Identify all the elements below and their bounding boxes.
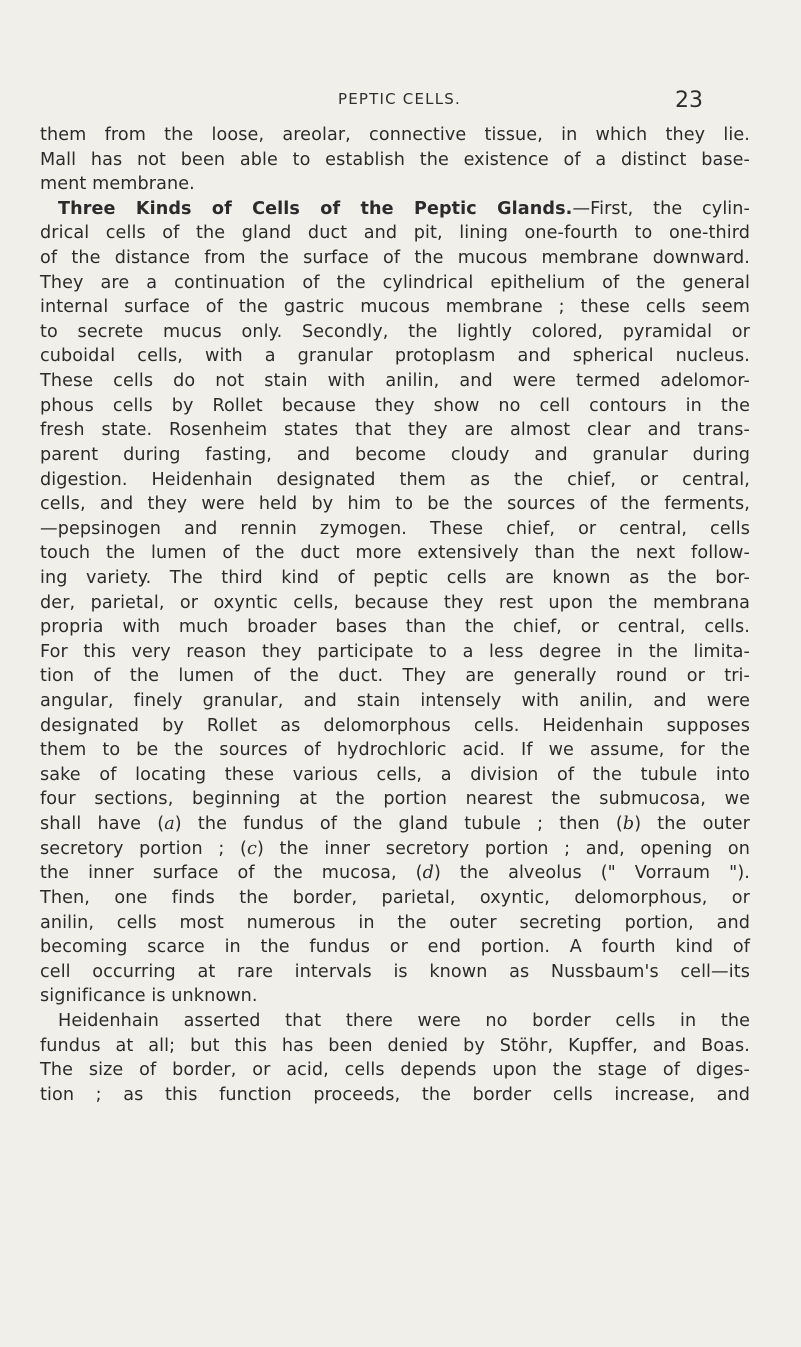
text-fragment: ) the alveolus (" Vorraum "). [434,863,750,884]
italic-letter: c [246,838,257,859]
text-line: cell occurring at rare intervals is known as Nussbaum's cell—its [40,961,750,982]
text-fragment: ) the outer [634,814,750,835]
text-line: parent during fasting, and become cloudy and granular during [40,444,750,465]
text-line: four sections, beginning at the portion nearest the submucosa, we [40,789,750,810]
text-line: to secrete mucus only. Secondly, the lightly colored, pyramidal or [40,321,750,342]
text-line: Heidenhain asserted that there were no border cells in the [58,1010,750,1031]
text-fragment: —First, the cylin- [572,198,750,219]
text-line: Then, one finds the border, parietal, oxyntic, delomorphous, or [40,887,750,908]
text-fragment: ) the fundus of the gland tubule ; then ( [174,814,623,835]
text-line: tion ; as this function proceeds, the border cells increase, and [40,1084,750,1105]
text-fragment: the inner surface of the mucosa, [40,863,397,884]
text-line [40,861,750,886]
text-line: phous cells by Rollet because they show no cell contours in the [40,395,750,416]
text-line [40,837,750,862]
text-line: angular, finely granular, and stain intensely with anilin, and were [40,691,750,712]
italic-letter: b [622,814,635,835]
text-fragment: secretory portion ; ( [40,838,247,859]
text-line: fundus at all; but this has been denied by Stöhr, Kupffer, and Boas. [40,1035,750,1056]
text-line: der, parietal, or oxyntic cells, because they rest upon the membrana [40,592,750,613]
text-fragment: shall have ( [40,814,165,835]
text-line: tion of the lumen of the duct. They are generally round or tri- [40,666,750,687]
text-line: cuboidal cells, with a granular protoplasm and spherical nucleus. [40,346,750,367]
text-line: fresh state. Rosenheim states that they are almost clear and trans- [40,420,750,441]
text-line: ing variety. The third kind of peptic cells are known as the bor- [40,567,750,588]
text-line: them from the loose, areolar, connective tissue, in which they lie. [40,125,750,145]
page-number: 23 [675,88,703,113]
text-line: drical cells of the gland duct and pit, lining one-fourth to one-third [40,223,750,244]
text-line: cells, and they were held by him to be the sources of the ferments, [40,494,750,515]
text-line: propria with much broader bases than the chief, or central, cells. [40,617,750,638]
running-head [0,90,801,114]
text-line: ment membrane. [40,174,195,195]
text-line: internal surface of the gastric mucous membrane ; these cells seem [40,297,750,318]
text-line: The size of border, or acid, cells depends upon the stage of diges- [40,1060,750,1081]
text-line: anilin, cells most numerous in the outer secreting portion, and [40,912,750,933]
text-line: —pepsinogen and rennin zymogen. These chief, or central, cells [40,518,750,539]
text-fragment: ( [396,863,423,884]
body-text [40,123,750,1107]
text-line: They are a continuation of the cylindrical epithelium of the general [40,272,750,293]
text-line: For this very reason they participate to a less degree in the limita- [40,641,750,662]
text-line: touch the lumen of the duct more extensively than the next follow- [40,543,750,564]
text-line: significance is unknown. [40,986,258,1007]
text-line: them to be the sources of hydrochloric acid. If we assume, for the [40,740,750,761]
section-heading: Three Kinds of Cells of the Peptic Glands. [58,198,573,219]
text-line: designated by Rollet as delomorphous cells. Heidenhain supposes [40,715,750,736]
text-line [40,812,750,837]
text-line: These cells do not stain with anilin, and were termed adelomor- [40,371,750,392]
italic-letter: a [164,814,175,835]
text-line: of the distance from the surface of the mucous membrane downward. [40,248,750,269]
text-line: becoming scarce in the fundus or end portion. A fourth kind of [40,937,750,958]
text-line: digestion. Heidenhain designated them as the chief, or central, [40,469,750,490]
text-line [40,197,750,222]
running-title: PEPTIC CELLS. [338,90,461,108]
text-line: Mall has not been able to establish the existence of a distinct base- [40,149,750,170]
text-line: sake of locating these various cells, a division of the tubule into [40,764,750,785]
italic-letter: d [422,863,435,884]
text-fragment: ) the inner secretory portion ; and, opening on [256,838,750,859]
